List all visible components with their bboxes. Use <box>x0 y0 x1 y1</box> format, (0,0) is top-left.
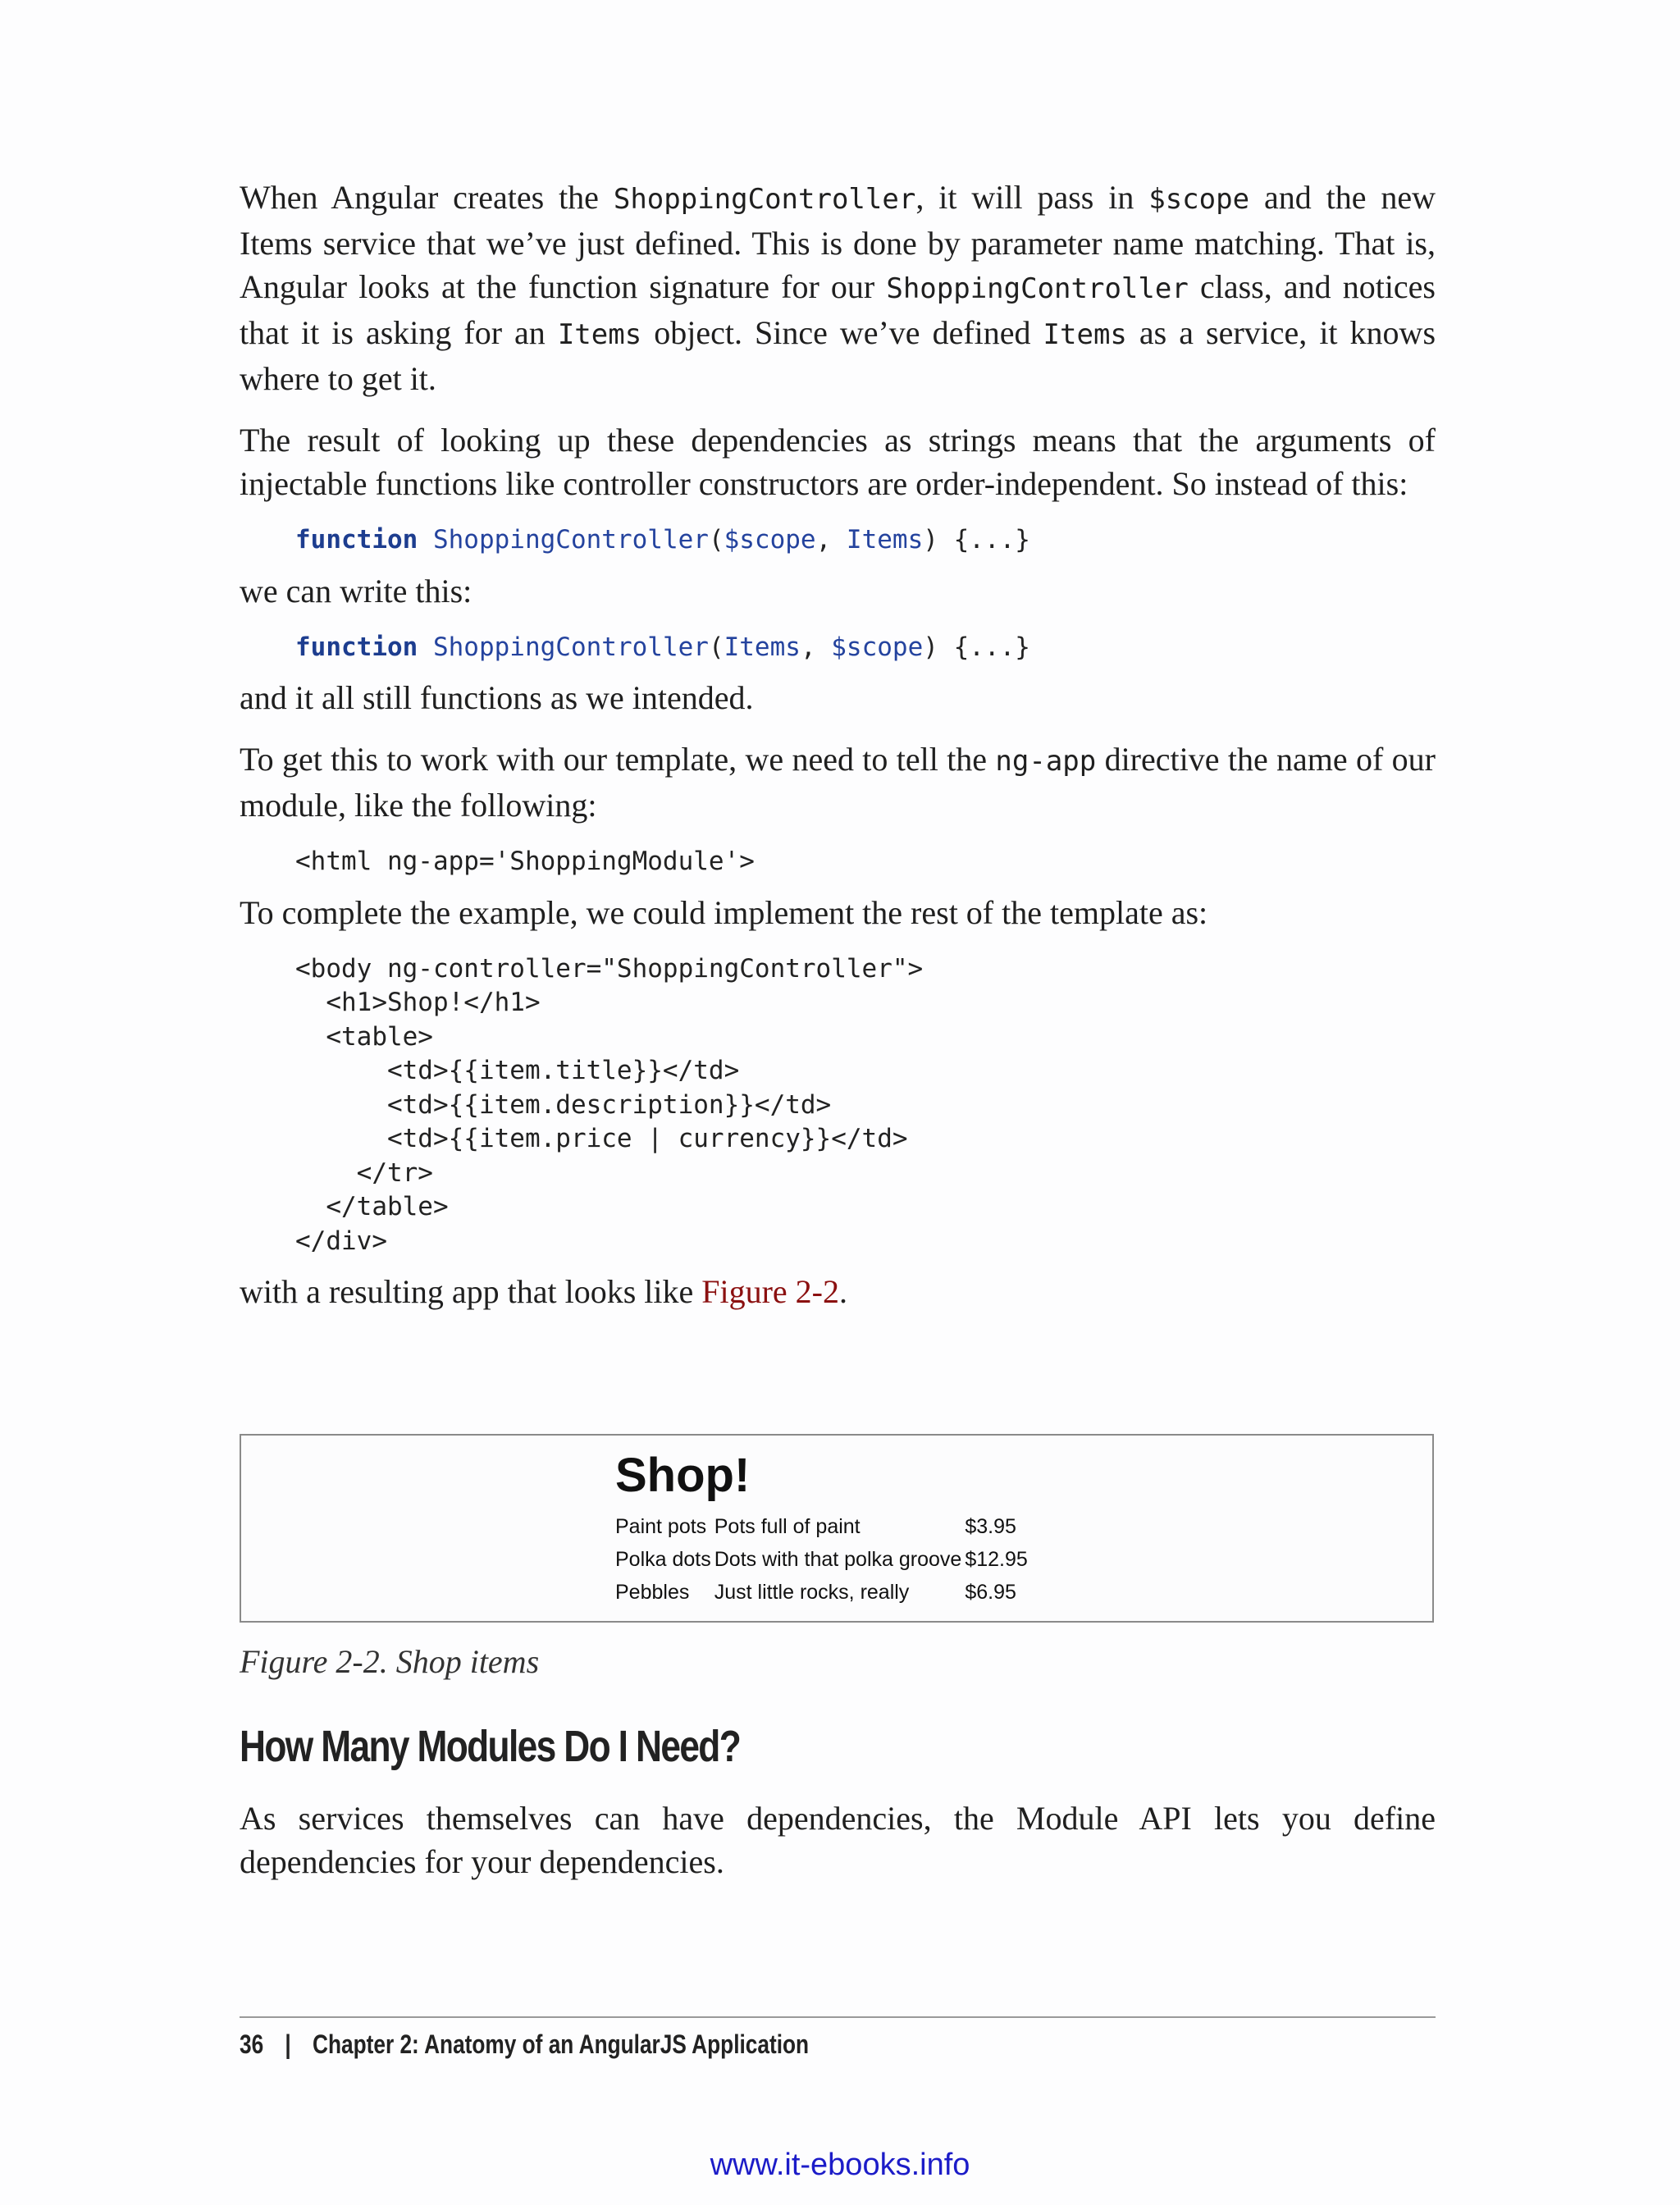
footer-divider <box>240 2016 1436 2018</box>
section-heading: How Many Modules Do I Need? <box>240 1722 741 1771</box>
paragraph-module-api: As services themselves can have dependencies, the Module API lets you define dependencies for your dependencies. <box>240 1800 1436 1880</box>
text: and the new Items service that we’ve just defined. This is done by parameter name matching. That is, Angular looks at the function signature for our <box>240 179 1436 305</box>
text: directive the name of our module, like the following: <box>240 741 1436 824</box>
paragraph-complete-example: To complete the example, we could implement the rest of the template as: <box>240 893 1208 931</box>
shop-app-screenshot <box>615 1447 1031 1611</box>
figure-shop-items <box>240 1434 1434 1623</box>
code-keyword: function <box>295 632 418 662</box>
code-punct: , <box>800 632 832 662</box>
code-arg: $scope <box>831 632 924 662</box>
figure-link[interactable]: Figure 2-2 <box>701 1273 840 1310</box>
item-description: Just little rocks, really <box>714 1581 910 1604</box>
code-punct: ) {...} <box>923 632 1030 662</box>
item-description: Pots full of paint <box>714 1515 861 1538</box>
table-row <box>615 1513 1031 1545</box>
page-number: 36 <box>240 2029 264 2059</box>
table-row <box>615 1545 1031 1578</box>
text: . <box>839 1273 848 1310</box>
item-price: $3.95 <box>965 1515 1016 1538</box>
code-punct: ( <box>708 632 724 662</box>
code-function-name: ShoppingController <box>432 632 709 662</box>
text: , it will pass in <box>915 179 1149 216</box>
item-title: Pebbles <box>615 1581 690 1604</box>
page-body <box>240 176 1436 1331</box>
text: with a resulting app that looks like <box>240 1273 702 1310</box>
text: When Angular creates the <box>240 179 614 216</box>
paragraph-we-can-write: we can write this: <box>240 572 472 609</box>
footer-separator: | <box>285 2029 291 2059</box>
inline-code: Items <box>1043 318 1127 351</box>
code-block-original-order <box>295 523 1436 558</box>
code-keyword: function <box>295 525 418 555</box>
inline-code: Items <box>557 318 642 351</box>
item-description: Dots with that polka groove <box>714 1548 962 1571</box>
code-punct: , <box>815 525 847 555</box>
paragraph-ng-app <box>240 737 1436 827</box>
code-block-template: <body ng-controller="ShoppingController"> <h1>Shop!</h1> <table> <td>{{item.title}}</td> <td>{{item.description}}</td> <td>{{item.price | currency}}</td> </tr> </table> </div> <box>295 953 924 1256</box>
watermark-link[interactable]: www.it-ebooks.info <box>710 2148 970 2182</box>
paragraph-resulting-app <box>240 1270 1436 1313</box>
item-price: $6.95 <box>965 1581 1016 1604</box>
item-title: Paint pots <box>615 1515 707 1538</box>
chapter-title: Chapter 2: Anatomy of an AngularJS Application <box>313 2029 810 2059</box>
code-punct: ) {...} <box>923 525 1030 555</box>
item-title: Polka dots <box>615 1548 711 1571</box>
text: To get this to work with our template, we need to tell the <box>240 741 996 778</box>
code-punct: ( <box>708 525 724 555</box>
paragraph-order-independent: The result of looking up these dependencies as strings means that the arguments of injectable functions like controller constructors are order-independent. So instead of this: <box>240 422 1436 502</box>
text: as a service, it knows where to get it. <box>240 314 1436 397</box>
inline-code: ng-app <box>995 745 1097 778</box>
paragraph-still-functions: and it all still functions as we intended. <box>240 679 754 716</box>
inline-code: ShoppingController <box>613 183 916 216</box>
text: object. Since we’ve defined <box>641 314 1043 351</box>
item-price: $12.95 <box>965 1548 1028 1571</box>
text: class, and notices that it is asking for an <box>240 268 1436 351</box>
figure-caption: Figure 2-2. Shop items <box>240 1643 540 1680</box>
code-arg: Items <box>846 525 924 555</box>
code-function-name: ShoppingController <box>432 525 709 555</box>
page-footer <box>240 2029 809 2060</box>
code-arg: Items <box>724 632 801 662</box>
inline-code: $scope <box>1148 183 1250 216</box>
inline-code: ShoppingController <box>886 272 1189 305</box>
code-block-swapped-order <box>295 631 1436 665</box>
code-block-html-ng-app: <html ng-app='ShoppingModule'> <box>295 847 755 876</box>
shop-title: Shop! <box>615 1449 751 1502</box>
paragraph-controller-injection <box>240 176 1436 400</box>
shop-table <box>615 1513 1031 1611</box>
code-arg: $scope <box>724 525 816 555</box>
table-row <box>615 1578 1031 1611</box>
